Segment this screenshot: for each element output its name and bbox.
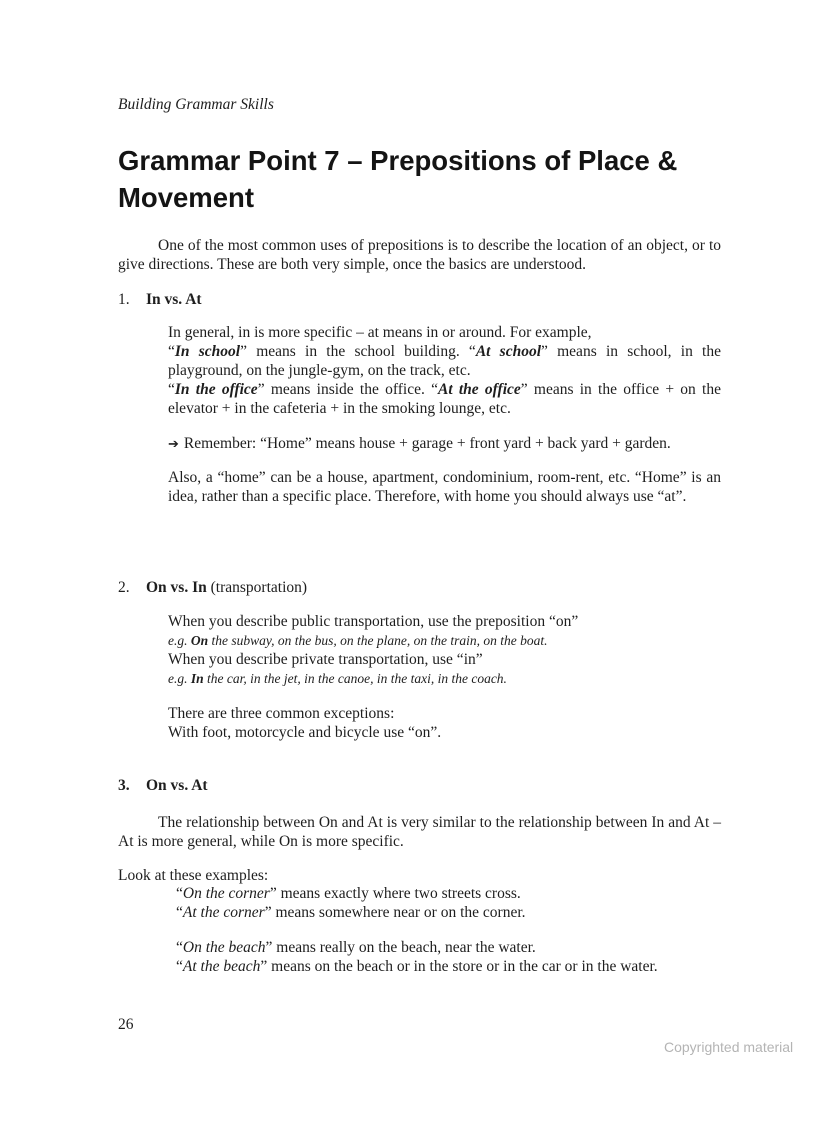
arrow-icon: ➔ [168,436,179,451]
term-description: means in school, in the playground, on the jungle-gym, on the track, etc. [168,343,721,379]
look-line: Look at these examples: [118,867,269,884]
body-line: With foot, motorcycle and bicycle use “on”. [168,724,442,741]
running-header: Building Grammar Skills [118,96,274,113]
home-paragraph: Also, a “home” can be a house, apartment, condominium, room-rent, etc. “Home” is an idea, rather than a specific place. Therefore, with home you should always use “at”. [168,469,721,505]
term-description: means inside the office. [270,381,432,398]
intro-paragraph: One of the most common uses of prepositions is to describe the location of an object, or to give directions. These are both very simple, once the basics are understood. [118,237,721,273]
term: At the corner [182,904,265,921]
exceptions [168,704,721,742]
example-office: “In the office” means inside the office. “At the office” means in the office + on the elevator + in the cafeteria + in the smoking lounge, etc. [168,381,721,417]
example-line [168,669,721,688]
page-number: 26 [118,1016,134,1033]
section-1-heading [118,290,202,309]
copyright-watermark: Copyrighted material [664,1039,794,1055]
term-description: means really on the beach, near the water. [276,939,536,956]
example-lead: e.g. [168,671,191,686]
section-1-body [168,323,721,418]
section-number: 2. [118,579,130,596]
example-line: “On the beach” means really on the beach, near the water. [176,939,536,956]
example-line: “At the beach” means on the beach or in the store or in the car or in the water. [176,958,658,975]
section-title: On vs. At [146,777,208,794]
example-line [168,631,721,650]
term: On the corner [182,885,270,902]
section-3-heading [118,776,208,795]
example-text: the subway, on the bus, on the plane, on the train, on the boat. [208,633,548,648]
term-description: means in the office + on the elevator + in the cafeteria + in the smoking lounge, etc. [168,381,721,417]
section-note: (transportation) [206,579,308,596]
example-lead: e.g. [168,633,191,648]
example-text: the car, in the jet, in the canoe, in the taxi, in the coach. [203,671,507,686]
section-number: 3. [118,777,130,794]
example-term: On [190,633,209,648]
example-line: “At the corner” means somewhere near or on the corner. [176,904,526,921]
term: At the beach [182,958,261,975]
beach-examples [176,938,658,976]
term-description: means somewhere near or on the corner. [275,904,526,921]
term: At school [475,343,542,360]
example-line: “On the corner” means exactly where two streets cross. [176,885,521,902]
term-description: means exactly where two streets cross. [280,885,521,902]
section-3-paragraph: The relationship between On and At is very similar to the relationship between In and At – At is more general, while On is more specific. [118,814,721,850]
body-line: In general, in is more specific – at means in or around. For example, [168,324,592,341]
section-2-heading [118,578,307,597]
remember-text: Remember: “Home” means house + garage + front yard + back yard + garden. [183,435,671,452]
example-school: “In school” means in the school building. “At school” means in school, in the playground, on the jungle-gym, on the track, etc. [168,343,721,379]
section-title: On vs. In [146,579,207,596]
term: In the office [174,381,258,398]
term: At the office [437,381,521,398]
body-line: When you describe private transportation, use “in” [168,651,483,668]
section-title: In vs. At [146,291,202,308]
corner-examples [176,884,526,922]
body-line: There are three common exceptions: [168,705,395,722]
remember-note [168,434,721,453]
example-term: In [190,671,204,686]
section-number: 1. [118,291,130,308]
term: In school [174,343,241,360]
page-title: Grammar Point 7 – Prepositions of Place & Movement [118,145,678,213]
body-line: When you describe public transportation, use the preposition “on” [168,613,579,630]
term-description: means in the school building. [256,343,469,360]
term: On the beach [182,939,266,956]
section-2-body [168,612,721,688]
term-description: means on the beach or in the store or in the car or in the water. [271,958,658,975]
